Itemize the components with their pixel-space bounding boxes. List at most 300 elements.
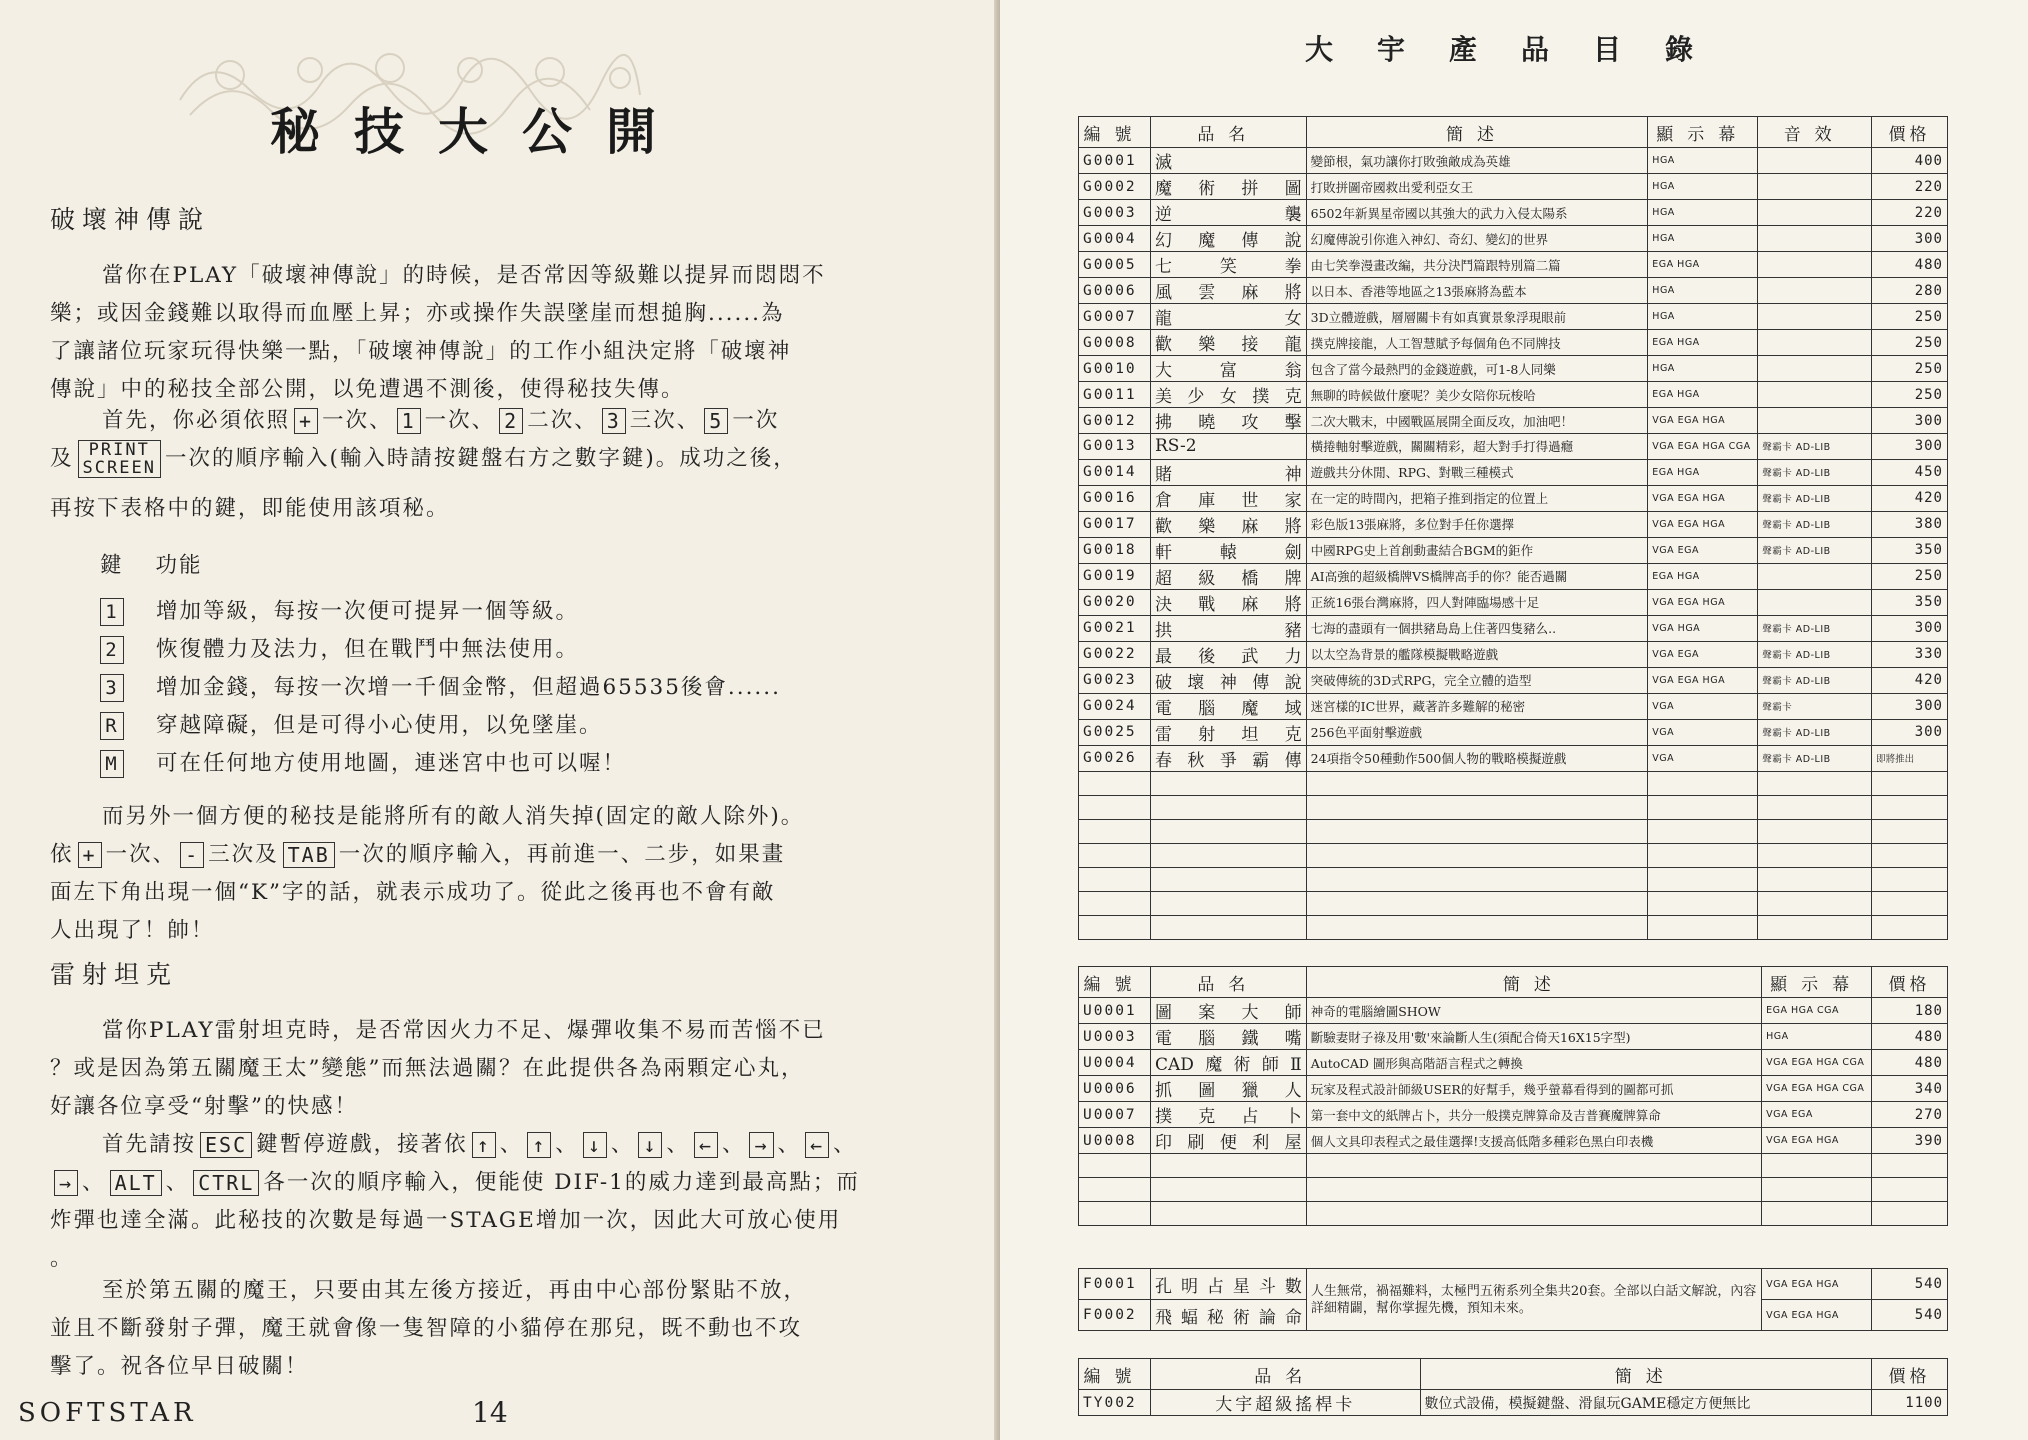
text-line: 樂；或因金錢難以取得而血壓上昇；亦或操作失誤墜崖而想搥胸......為 [50,301,785,326]
empty-cell [1758,891,1872,915]
product-code: G0014 [1079,459,1151,485]
product-sound [1758,330,1872,356]
table-row [1079,1269,1948,1300]
table-row [1079,1128,1948,1154]
product-sound: 聲霸卡 AD-LIB [1758,745,1872,771]
product-price: 250 [1872,563,1948,589]
text-line: 至於第五關的魔王，只要由其左後方接近，再由中心部份緊貼不放， [102,1278,808,1303]
product-price: 480 [1872,252,1948,278]
product-display: EGA HGA [1648,330,1758,356]
table-row [1079,641,1948,667]
text-line: 好讓各位享受“射擊”的快感！ [50,1094,358,1119]
product-sound [1758,174,1872,200]
table-row [1079,174,1948,200]
product-code: G0023 [1079,667,1151,693]
empty-row [1079,891,1948,915]
product-price: 480 [1872,1024,1948,1050]
product-display: HGA [1648,174,1758,200]
product-code: G0005 [1079,252,1151,278]
table-row [1079,998,1948,1024]
product-price: 300 [1872,226,1948,252]
key-arrow-up: ↑ [527,1132,551,1158]
empty-cell [1872,771,1948,795]
product-display: VGA [1648,693,1758,719]
footer-brand: SOFTSTAR [18,1398,197,1428]
table-row [1079,382,1948,408]
text-line: 而另外一個方便的秘技是能將所有的敵人消失掉(固定的敵人除外)。 [102,804,805,829]
product-price: 1100 [1872,1390,1948,1416]
fortune-catalog-table [1078,1268,1948,1331]
key-sequence-line [50,402,950,440]
empty-cell [1872,1154,1948,1178]
empty-cell [1079,867,1151,891]
product-display: HGA [1648,278,1758,304]
empty-cell [1758,795,1872,819]
product-name: 電腦魔域 [1150,693,1306,719]
product-description: 打敗拼圖帝國救出愛利亞女王 [1306,174,1648,200]
text: 一次的順序輸入(輸入時請按鍵盤右方之數字鍵)。成功之後， [164,446,797,471]
empty-cell [1758,771,1872,795]
product-display: HGA [1648,226,1758,252]
header-name: 品名 [1150,967,1306,998]
product-display: VGA EGA HGA CGA [1648,434,1758,460]
key-esc: ESC [200,1132,252,1158]
table-row [1079,200,1948,226]
product-display: EGA HGA [1648,252,1758,278]
empty-cell [1306,819,1648,843]
product-price: 250 [1872,382,1948,408]
empty-row [1079,1202,1948,1226]
product-sound [1758,200,1872,226]
empty-cell [1648,843,1758,867]
key-plus: + [78,842,102,868]
key-arrow-down: ↓ [638,1132,662,1158]
product-code: G0012 [1079,408,1151,434]
product-description: 3D立體遊戲，層層關卡有如真實景象浮現眼前 [1306,304,1648,330]
product-sound [1758,589,1872,615]
product-price: 300 [1872,693,1948,719]
product-display: VGA EGA HGA [1648,667,1758,693]
product-price: 400 [1872,148,1948,174]
product-name: 歡樂接龍 [1150,330,1306,356]
product-description: 包含了當今最熱門的金錢遊戲，可1-8人同樂 [1306,356,1648,382]
empty-cell [1306,795,1648,819]
product-description: 斷驗妻財子祿及用'數'來論斷人生(須配合倚天16X15字型) [1306,1024,1761,1050]
empty-cell [1306,1178,1761,1202]
product-name: 孔明占星斗數 [1150,1269,1306,1300]
catalog-title: 大宇產品目錄 [1305,33,1738,66]
text: 一次、 [105,842,177,867]
product-code: G0016 [1079,485,1151,511]
key-row [100,746,626,778]
text: 一次、 [322,408,393,433]
hardware-catalog-table [1078,1358,1948,1416]
product-name: 圖案大師 [1150,998,1306,1024]
text-line: 再按下表格中的鍵，即能使用該項秘。 [50,496,450,521]
header-name: 品名 [1150,117,1306,148]
page-number: 14 [472,1396,508,1429]
empty-cell [1872,915,1948,939]
key-sequence-line [50,836,950,874]
empty-row [1079,819,1948,843]
header-price: 價格 [1872,967,1948,998]
product-sound: 聲霸卡 AD-LIB [1758,434,1872,460]
product-sound: 聲霸卡 AD-LIB [1758,459,1872,485]
text-line: 了讓諸位玩家玩得快樂一點，「破壞神傳說」的工作小組決定將「破壞神 [50,339,792,364]
product-code: F0002 [1079,1300,1151,1331]
empty-cell [1306,1154,1761,1178]
header-name: 品名 [1150,1359,1420,1390]
product-code: G0019 [1079,563,1151,589]
product-description: AutoCAD 圖形與高階語言程式之轉換 [1306,1050,1761,1076]
header-desc: 簡述 [1306,117,1648,148]
text: 首先，你必須依照 [102,408,291,433]
product-code: G0018 [1079,537,1151,563]
empty-cell [1079,915,1151,939]
key-row [100,670,781,702]
product-name: 拱豬 [1150,615,1306,641]
table-row [1079,1050,1948,1076]
empty-cell [1079,795,1151,819]
product-code: TY002 [1079,1390,1151,1416]
text: 、 [833,1132,857,1157]
product-name: 歡樂麻將 [1150,511,1306,537]
utility-catalog-table [1078,966,1948,1226]
header-display: 顯示幕 [1762,967,1872,998]
product-price: 250 [1872,330,1948,356]
product-sound [1758,252,1872,278]
product-description: 6502年新異星帝國以其強大的武力入侵太陽系 [1306,200,1648,226]
key-table-header [100,548,203,579]
key-label-bottom: SCREEN [82,458,156,478]
key-alt: ALT [110,1170,162,1196]
header-desc: 簡述 [1420,1359,1872,1390]
header-code: 編號 [1079,1359,1151,1390]
product-name: 滅 [1150,148,1306,174]
product-display: EGA HGA [1648,382,1758,408]
product-code: U0001 [1079,998,1151,1024]
product-display: VGA EGA HGA [1762,1128,1872,1154]
product-price: 340 [1872,1076,1948,1102]
product-name: 印刷便利屋 [1150,1128,1306,1154]
product-name: 超級橋牌 [1150,563,1306,589]
text: 及 [50,446,74,471]
product-description: 橫捲軸射擊遊戲，關關精彩，超大對手打得過癮 [1306,434,1648,460]
product-description: 玩家及程式設計師級USER的好幫手，幾乎螢幕看得到的圖都可抓 [1306,1076,1761,1102]
empty-cell [1150,771,1306,795]
empty-row [1079,867,1948,891]
text-line: 炸彈也達全滿。此秘技的次數是每過一STAGE增加一次，因此大可放心使用 [50,1208,842,1233]
empty-cell [1079,891,1151,915]
product-name: 破壞神傳說 [1150,667,1306,693]
product-display: VGA EGA [1648,641,1758,667]
section-heading-destroyer-legend: 破壞神傳說 [50,205,211,234]
table-header-row [1079,1359,1948,1390]
key-print-screen [78,440,161,478]
table-header-row [1079,967,1948,998]
table-row [1079,408,1948,434]
key-box: 3 [100,674,124,702]
table-row [1079,278,1948,304]
header-price: 價格 [1872,117,1948,148]
key-3: 3 [602,408,626,434]
right-page [1000,0,2028,1440]
empty-cell [1079,1178,1151,1202]
product-name: 龍女 [1150,304,1306,330]
product-description: 中國RPG史上首創動畫結合BGM的鉅作 [1306,537,1648,563]
product-sound: 聲霸卡 AD-LIB [1758,719,1872,745]
product-name: 逆襲 [1150,200,1306,226]
product-sound: 聲霸卡 [1758,693,1872,719]
section2-paragraph-2 [50,1126,950,1278]
text: 三次、 [629,408,701,433]
product-description: 數位式設備，模擬鍵盤、滑鼠玩GAME穩定方便無比 [1420,1390,1872,1416]
product-display: EGA HGA CGA [1762,998,1872,1024]
empty-row [1079,795,1948,819]
product-price: 250 [1872,304,1948,330]
product-description: 迷宮樣的IC世界，藏著許多難解的秘密 [1306,693,1648,719]
product-description: 人生無常，禍福難料，太極門五術系列全集共20套。全部以白話文解說，內容詳細精闢，幫你掌握先機，預知未來。 [1306,1269,1761,1331]
empty-cell [1150,1202,1306,1226]
text-line: 當你在PLAY「破壞神傳說」的時候，是否常因等級難以提昇而悶悶不 [102,263,826,288]
product-sound [1758,304,1872,330]
key-2: 2 [499,408,523,434]
product-name: CAD魔術師Ⅱ [1150,1050,1306,1076]
product-description: 以日本、香港等地區之13張麻將為藍本 [1306,278,1648,304]
product-name: 雷射坦克 [1150,719,1306,745]
empty-cell [1758,915,1872,939]
empty-cell [1150,843,1306,867]
product-description: 變節根，氣功讓你打敗強敵成為英雄 [1306,148,1648,174]
product-price: 330 [1872,641,1948,667]
product-name: 軒轅劍 [1150,537,1306,563]
header-display: 顯示幕 [1648,117,1758,148]
key-label-top: PRINT [88,440,150,460]
key-arrow-left: ← [694,1132,718,1158]
table-row [1079,745,1948,771]
product-description: 撲克牌接龍，人工智慧賦予每個角色不同牌技 [1306,330,1648,356]
text: 各一次的順序輸入，便能使 DIF-1的威力達到最高點；而 [263,1170,860,1195]
table-row [1079,226,1948,252]
product-display: VGA EGA HGA CGA [1762,1076,1872,1102]
section2-paragraph-3 [50,1272,950,1386]
table-row [1079,563,1948,589]
key-5: 5 [704,408,728,434]
empty-cell [1079,843,1151,867]
product-description: 七海的盡頭有一個拱豬島島上住著四隻豬么.. [1306,615,1648,641]
product-description: AI高強的超級橋牌VS橋牌高手的你？能否過關 [1306,563,1648,589]
product-price: 180 [1872,998,1948,1024]
key-row [100,632,579,664]
product-code: U0004 [1079,1050,1151,1076]
section-heading-laser-tank: 雷射坦克 [50,960,179,989]
product-display: VGA EGA [1648,537,1758,563]
product-code: G0021 [1079,615,1151,641]
product-name: 美少女撲克 [1150,382,1306,408]
empty-cell [1079,819,1151,843]
key-sequence-line: → 、 ALT 、 CTRL 各一次的順序輸入，便能使 DIF-1的威力達到最高點；而 [50,1164,950,1202]
table-row [1079,148,1948,174]
product-name: 風雲麻將 [1150,278,1306,304]
product-price: 420 [1872,667,1948,693]
key-description: 穿越障礙，但是可得小心使用，以免墜崖。 [156,713,603,738]
product-name: 最後武力 [1150,641,1306,667]
product-name: 撲克占卜 [1150,1102,1306,1128]
empty-cell [1079,1202,1151,1226]
empty-cell [1648,891,1758,915]
empty-cell [1150,915,1306,939]
product-description: 彩色版13張麻將，多位對手任你選擇 [1306,511,1648,537]
product-price: 220 [1872,174,1948,200]
table-row [1079,1024,1948,1050]
empty-cell [1762,1154,1872,1178]
table-row [1079,667,1948,693]
product-name: 大宇超級搖桿卡 [1150,1390,1420,1416]
text-line: 並且不斷發射子彈，魔王就會像一隻智障的小貓停在那兒，既不動也不攻 [50,1316,803,1341]
section1-paragraph-2 [50,402,950,528]
table-row [1079,485,1948,511]
key-description: 增加等級，每按一次便可提昇一個等級。 [156,599,580,624]
product-code: G0017 [1079,511,1151,537]
empty-cell [1150,1154,1306,1178]
key-box: R [100,712,124,740]
product-display: VGA HGA [1648,615,1758,641]
product-code: F0001 [1079,1269,1151,1300]
product-sound [1758,226,1872,252]
text-line: 。 [50,1246,74,1271]
product-display: VGA EGA HGA CGA [1762,1050,1872,1076]
empty-cell [1762,1178,1872,1202]
product-name: 飛蝠秘術論命 [1150,1300,1306,1331]
product-name: 電腦鐵嘴 [1150,1024,1306,1050]
header-key: 鍵 [100,553,124,578]
product-name: 春秋爭霸傳 [1150,745,1306,771]
table-row [1079,1102,1948,1128]
section2-paragraph-1 [50,1012,950,1126]
product-price: 350 [1872,589,1948,615]
empty-cell [1758,819,1872,843]
product-price: 220 [1872,200,1948,226]
product-name: 魔術拼圖 [1150,174,1306,200]
header-code: 編號 [1079,967,1151,998]
product-description: 幻魔傳說引你進入神幻、奇幻、變幻的世界 [1306,226,1648,252]
key-box: 2 [100,636,124,664]
empty-cell [1872,1178,1948,1202]
key-description: 增加金錢，每按一次增一千個金幣，但超過65535後會...... [156,675,781,700]
table-header-row [1079,117,1948,148]
product-code: U0007 [1079,1102,1151,1128]
product-name: 決戰麻將 [1150,589,1306,615]
empty-cell [1648,867,1758,891]
text-line: 面左下角出現一個“K”字的話，就表示成功了。從此之後再也不會有敵 [50,880,776,905]
product-description: 24項指令50種動作500個人物的戰略模擬遊戲 [1306,745,1648,771]
utility-table-body [1079,998,1948,1226]
text: 一次 [732,408,780,433]
empty-cell [1079,771,1151,795]
product-code: G0004 [1079,226,1151,252]
product-price: 250 [1872,356,1948,382]
product-name: RS-2 [1150,434,1306,460]
header-desc: 簡述 [1306,967,1761,998]
product-code: U0003 [1079,1024,1151,1050]
product-description: 在一定的時間內，把箱子推到指定的位置上 [1306,485,1648,511]
product-display: HGA [1648,148,1758,174]
empty-cell [1648,915,1758,939]
product-description: 由七笑拳漫畫改編，共分決鬥篇跟特別篇二篇 [1306,252,1648,278]
table-row [1079,511,1948,537]
empty-cell [1306,915,1648,939]
games-catalog-table [1078,116,1948,940]
key-sequence-line [50,440,950,478]
text: 一次、 [424,408,496,433]
product-code: G0024 [1079,693,1151,719]
product-price: 280 [1872,278,1948,304]
product-sound [1758,148,1872,174]
key-1: 1 [397,408,421,434]
product-price: 380 [1872,511,1948,537]
table-row [1079,459,1948,485]
empty-cell [1150,867,1306,891]
product-sound [1758,278,1872,304]
product-price: 450 [1872,459,1948,485]
product-sound [1758,356,1872,382]
product-sound: 聲霸卡 AD-LIB [1758,641,1872,667]
text-line: 人出現了！帥！ [50,918,215,943]
key-description: 恢復體力及法力，但在戰鬥中無法使用。 [156,637,580,662]
text: 首先請按 [102,1132,197,1157]
product-code: G0008 [1079,330,1151,356]
product-price: 270 [1872,1102,1948,1128]
product-description: 以太空為背景的艦隊模擬戰略遊戲 [1306,641,1648,667]
product-name: 七笑拳 [1150,252,1306,278]
header-code: 編號 [1079,117,1151,148]
product-display: VGA EGA [1762,1102,1872,1128]
key-description: 可在任何地方使用地圖，連迷宮中也可以喔！ [156,751,627,776]
product-code: G0020 [1079,589,1151,615]
empty-cell [1872,867,1948,891]
text-line: 當你PLAY雷射坦克時，是否常因火力不足、爆彈收集不易而苦惱不已 [102,1018,826,1043]
empty-cell [1306,867,1648,891]
key-row [100,708,603,740]
empty-cell [1762,1202,1872,1226]
key-sequence-line: 首先請按 ESC 鍵暫停遊戲，接著依 ↑ 、 ↑ 、 ↓ 、 ↓ 、 ← 、 → 、 ← 、 [102,1132,857,1157]
table-row [1079,615,1948,641]
product-display: HGA [1648,304,1758,330]
product-description: 第一套中文的紙牌占卜，共分一般撲克牌算命及吉普賽魔牌算命 [1306,1102,1761,1128]
product-code: G0001 [1079,148,1151,174]
product-sound: 聲霸卡 AD-LIB [1758,511,1872,537]
product-description: 遊戲共分休閒、RPG、對戰三種模式 [1306,459,1648,485]
left-page [0,0,1000,1440]
text-line: 擊了。祝各位早日破關！ [50,1354,309,1379]
empty-cell [1079,1154,1151,1178]
table-row [1079,693,1948,719]
page-title: 秘技大公開 [270,102,690,161]
table-row [1079,719,1948,745]
product-price: 480 [1872,1050,1948,1076]
product-code: G0010 [1079,356,1151,382]
empty-cell [1648,819,1758,843]
table-row [1079,434,1948,460]
key-arrow-right: → [54,1170,78,1196]
product-price: 350 [1872,537,1948,563]
product-price: 540 [1872,1300,1948,1331]
product-sound [1758,382,1872,408]
empty-cell [1306,771,1648,795]
product-price: 300 [1872,615,1948,641]
product-display: VGA [1648,719,1758,745]
key-tab: TAB [283,842,335,868]
